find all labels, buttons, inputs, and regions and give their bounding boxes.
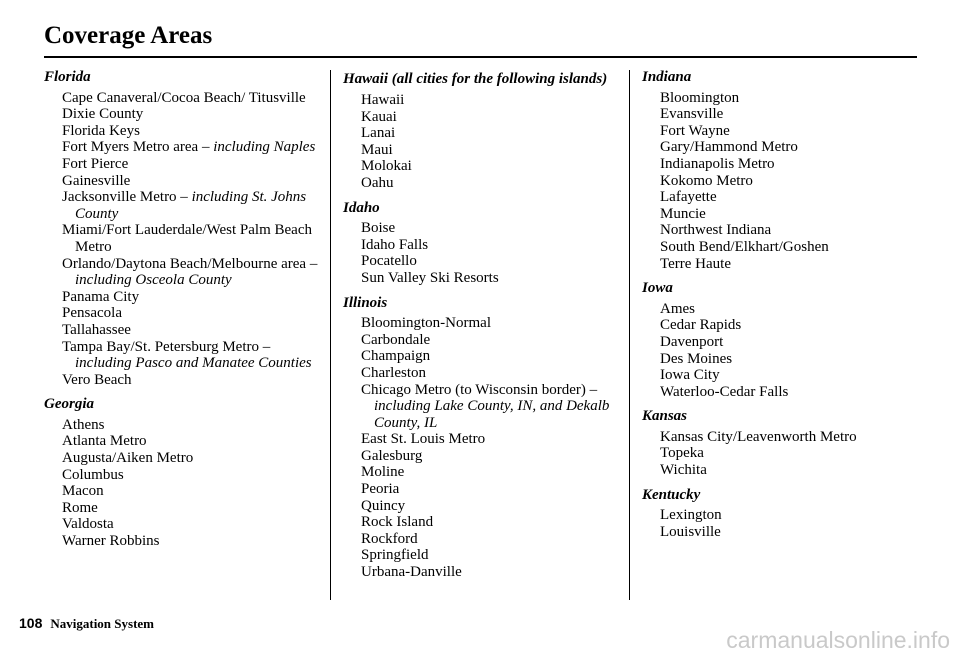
city-note: including Osceola County [75, 272, 232, 289]
city-name: Des Moines [660, 350, 733, 367]
city-name: Florida Keys [62, 122, 140, 139]
city-name: Molokai [361, 158, 412, 175]
city-name: Maui [361, 141, 393, 158]
city-name: Chicago Metro (to Wisconsin border) [361, 381, 590, 398]
state-heading: Kentucky [642, 486, 701, 503]
city-name: Muncie [660, 205, 706, 222]
city-name: Charleston [361, 364, 426, 381]
state-heading: Kansas [642, 408, 688, 425]
page-footer [19, 615, 154, 632]
city-name: Kansas City/Leavenworth Metro [660, 428, 857, 445]
city-name: Peoria [361, 481, 400, 498]
city-name: Indianapolis Metro [660, 155, 775, 172]
city-name: Waterloo-Cedar Falls [660, 383, 789, 400]
column-1 [44, 69, 324, 550]
city-item [642, 256, 922, 273]
city-item [642, 206, 922, 223]
city-name: Carbondale [361, 331, 431, 348]
city-item [343, 109, 623, 126]
city-item [343, 332, 623, 349]
city-name: Urbana-Danville [361, 564, 462, 581]
city-name: Northwest Indiana [660, 222, 772, 239]
section-label: Navigation System [50, 616, 154, 631]
city-item [44, 90, 324, 107]
city-item [343, 220, 623, 237]
city-name: Terre Haute [660, 255, 731, 272]
city-note: – including Lake County, IN, and Dekalb County, IL [374, 381, 610, 431]
page-title: Coverage Areas [44, 22, 213, 49]
city-name: Galesburg [361, 447, 423, 464]
city-note: including Pasco and Manatee Counties [75, 355, 312, 372]
city-item [642, 156, 922, 173]
city-item [44, 222, 324, 255]
city-item [44, 106, 324, 123]
city-name: Evansville [660, 106, 724, 123]
city-item [44, 467, 324, 484]
state-heading: Hawaii (all cities for the following islands) [343, 71, 608, 87]
city-item [44, 173, 324, 190]
state-heading: Georgia [44, 396, 94, 413]
city-note: including Naples [213, 139, 316, 156]
city-item [642, 507, 922, 524]
city-item [642, 173, 922, 190]
city-item [343, 142, 623, 159]
city-name: Dixie County [62, 106, 144, 123]
city-item [343, 92, 623, 109]
city-name: Quincy [361, 497, 406, 514]
city-name: Tallahassee [62, 321, 131, 338]
column-divider [330, 70, 331, 600]
city-item [343, 175, 623, 192]
city-item [44, 156, 324, 173]
state-heading: Iowa [642, 280, 673, 297]
city-name: Topeka [660, 445, 704, 462]
city-item [642, 367, 922, 384]
city-name: Rockford [361, 530, 418, 547]
city-item [642, 462, 922, 479]
city-name: Atlanta Metro [62, 433, 147, 450]
city-name: Bloomington-Normal [361, 315, 491, 332]
city-item [343, 448, 623, 465]
city-item [642, 351, 922, 368]
city-item [642, 222, 922, 239]
city-name: Gainesville [62, 172, 131, 189]
city-name: Kauai [361, 108, 397, 125]
city-item [642, 384, 922, 401]
city-item [44, 433, 324, 450]
city-name: Moline [361, 464, 405, 481]
city-name: Gary/Hammond Metro [660, 139, 798, 156]
city-item [642, 123, 922, 140]
city-item [642, 429, 922, 446]
city-item [642, 334, 922, 351]
city-item [343, 348, 623, 365]
city-name: Idaho Falls [361, 236, 429, 253]
city-name: East St. Louis Metro [361, 431, 486, 448]
city-name: Davenport [660, 333, 724, 350]
city-name: Springfield [361, 547, 429, 564]
city-item [343, 431, 623, 448]
city-name: Lexington [660, 507, 722, 524]
watermark: carmanualsonline.info [726, 627, 950, 653]
city-name: Cape Canaveral/Cocoa Beach/ Titusville [62, 89, 306, 106]
city-item [343, 531, 623, 548]
city-item [642, 524, 922, 541]
city-name: Tampa Bay/St. Petersburg Metro – [62, 338, 271, 355]
city-item [343, 125, 623, 142]
city-item [44, 500, 324, 517]
city-item [343, 365, 623, 382]
city-item [343, 270, 623, 287]
city-name: Rock Island [361, 514, 434, 531]
city-name: Athens [62, 416, 105, 433]
city-name: Kokomo Metro [660, 172, 753, 189]
city-item [44, 322, 324, 339]
city-name: Lanai [361, 125, 396, 142]
state-heading: Illinois [343, 294, 388, 311]
city-item [44, 372, 324, 389]
city-item [343, 498, 623, 515]
city-item [343, 315, 623, 332]
city-item [343, 547, 623, 564]
city-item [44, 189, 324, 222]
city-item [642, 317, 922, 334]
city-item [642, 189, 922, 206]
city-name: Rome [62, 499, 98, 516]
city-name: Pensacola [62, 305, 122, 322]
city-name: Macon [62, 483, 104, 500]
city-name: Valdosta [62, 516, 114, 533]
city-item [343, 237, 623, 254]
city-item [642, 301, 922, 318]
city-name: Miami/Fort Lauderdale/West Palm Beach Metro [62, 222, 312, 255]
city-name: South Bend/Elkhart/Goshen [660, 238, 829, 255]
city-name: Warner Robbins [62, 533, 160, 550]
city-name: Fort Pierce [62, 155, 129, 172]
city-item [642, 239, 922, 256]
city-name: Oahu [361, 174, 394, 191]
title-rule [44, 56, 917, 58]
city-item [642, 106, 922, 123]
city-name: Louisville [660, 523, 721, 540]
city-name: Ames [660, 300, 695, 317]
city-item [44, 305, 324, 322]
state-heading: Idaho [343, 199, 380, 216]
city-name: Cedar Rapids [660, 317, 742, 334]
city-item [642, 445, 922, 462]
city-name: Sun Valley Ski Resorts [361, 269, 499, 286]
city-name: Pocatello [361, 253, 417, 270]
column-3 [642, 69, 922, 540]
city-item [44, 533, 324, 550]
city-item [343, 464, 623, 481]
city-item [44, 516, 324, 533]
city-item [343, 158, 623, 175]
city-name: Lafayette [660, 189, 717, 206]
city-name: Fort Wayne [660, 122, 730, 139]
city-name: Boise [361, 220, 396, 237]
city-name: Augusta/Aiken Metro [62, 450, 194, 467]
state-heading: Indiana [642, 69, 692, 85]
city-item [642, 139, 922, 156]
city-name: Panama City [62, 288, 140, 305]
city-name: Bloomington [660, 89, 740, 106]
city-item [44, 483, 324, 500]
page-number: 108 [19, 615, 43, 631]
city-name: Orlando/Daytona Beach/Melbourne area – [62, 255, 318, 272]
city-name: Columbus [62, 466, 124, 483]
city-name: Wichita [660, 462, 707, 479]
city-item [343, 253, 623, 270]
city-item [44, 339, 324, 372]
column-2 [343, 69, 623, 581]
city-item [343, 481, 623, 498]
city-name: Hawaii [361, 92, 405, 108]
city-name: Iowa City [660, 367, 720, 384]
city-item [44, 256, 324, 289]
city-item [44, 450, 324, 467]
city-item [44, 289, 324, 306]
column-divider [629, 70, 630, 600]
city-item [343, 564, 623, 581]
city-name: Jacksonville Metro – [62, 189, 192, 206]
city-item [343, 514, 623, 531]
city-item [642, 90, 922, 107]
city-note: including St. Johns County [75, 189, 307, 222]
state-heading: Florida [44, 69, 91, 85]
city-name: Champaign [361, 348, 431, 365]
city-item [343, 382, 623, 432]
city-item [44, 123, 324, 140]
city-name: Fort Myers Metro area – [62, 139, 214, 156]
city-name: Vero Beach [62, 371, 132, 388]
city-item [44, 139, 324, 156]
city-item [44, 417, 324, 434]
